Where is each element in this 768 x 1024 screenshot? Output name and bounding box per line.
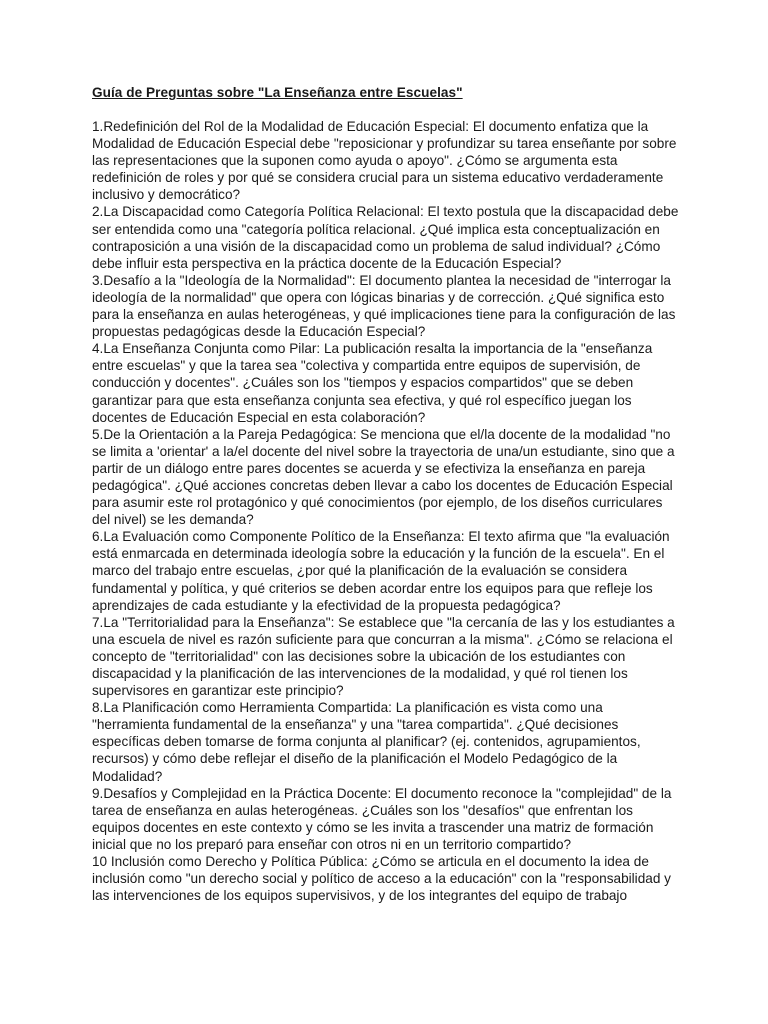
question-2: 2.La Discapacidad como Categoría Política Relacional: El texto postula que la discapacidad debe ser entendida como una "categoría política relacional. ¿Qué implica esta conceptualización en contraposición a una visión de la discapacidad como un problema de salud individual? ¿Cómo debe influir esta perspectiva en la práctica docente de la Educación Especial? xyxy=(92,204,679,271)
document-title: Guía de Preguntas sobre "La Enseñanza entre Escuelas" xyxy=(92,85,463,100)
question-10: 10 Inclusión como Derecho y Política Pública: ¿Cómo se articula en el documento la idea de inclusión como "un derecho social y político de acceso a la educación" con la "responsabilidad y las intervenciones de los equipos supervisivos, y de los integrantes del equipo de trabajo xyxy=(92,854,671,904)
question-4: 4.La Enseñanza Conjunta como Pilar: La publicación resalta la importancia de la "enseñanza entre escuelas" y que la tarea sea "colectiva y compartida entre equipos de supervisión, de conducción y docentes". ¿Cuáles son los "tiempos y espacios compartidos" que se deben garantizar para que esta enseñanza conjunta sea efectiva, y qué rol específico juegan los docentes de Educación Especial en esta colaboración? xyxy=(92,341,653,425)
question-7: 7.La "Territorialidad para la Enseñanza": Se establece que "la cercanía de las y los estudiantes a una escuela de nivel es razón suficiente para que concurran a la misma". ¿Cómo se relaciona el concepto de "territorialidad" con las decisiones sobre la ubicación de los estudiantes con discapacidad y la planificación de las intervenciones de la modalidad, y qué rol tienen los supervisores en garantizar este principio? xyxy=(92,614,675,699)
question-8: 8.La Planificación como Herramienta Compartida: La planificación es vista como una "herramienta fundamental de la enseñanza" y una "tarea compartida". ¿Qué decisiones específicas deben tomarse de forma conjunta al planificar? (ej. contenidos, agrupamientos, recursos) y cómo debe reflejar el diseño de la planificación el Modelo Pedagógico de la Modalidad? xyxy=(92,700,641,784)
question-9: 9.Desafíos y Complejidad en la Práctica Docente: El documento reconoce la "complejidad" de la tarea de enseñanza en aulas heterogéneas. ¿Cuáles son los "desafíos" que enfrentan los equipos docentes en este contexto y cómo se les invita a trascender una matriz de formación inicial que no los preparó para enseñar con otros ni en un territorio compartido? xyxy=(92,785,672,852)
question-5: 5.De la Orientación a la Pareja Pedagógica: Se menciona que el/la docente de la modalidad "no se limita a 'orientar' a la/el docente del nivel sobre la trayectoria de una/un estudiante, sino que a partir de un diálogo entre pares docentes se acuerda y se efectiviza la enseñanza en pareja pedagógica". ¿Qué acciones concretas deben llevar a cabo los docentes de Educación Especial para asumir este rol protagónico y qué conocimientos (por ejemplo, de los diseños curriculares del nivel) se les demanda? xyxy=(92,426,675,528)
question-1: 1.Redefinición del Rol de la Modalidad de Educación Especial: El documento enfatiza que la Modalidad de Educación Especial debe "reposicionar y profundizar su tarea enseñante por sobre las representaciones que la suponen como ayuda o apoyo". ¿Cómo se argumenta esta redefinición de roles y por qué se considera crucial para un sistema educativo verdaderamente inclusivo y democrático? xyxy=(92,119,677,203)
document-content xyxy=(92,84,682,904)
question-6: 6.La Evaluación como Componente Político de la Enseñanza: El texto afirma que "la evaluación está enmarcada en determinada ideología sobre la educación y la función de la escuela". En el marco del trabajo entre escuelas, ¿por qué la planificación de la evaluación se considera fundamental y política, y qué criterios se deben acordar entre los equipos para que refleje los aprendizajes de cada estudiante y la efectividad de la propuesta pedagógica? xyxy=(92,529,670,613)
question-3: 3.Desafío a la "Ideología de la Normalidad": El documento plantea la necesidad de "interrogar la ideología de la normalidad" que opera con lógicas binarias y de corrección. ¿Qué significa esto para la enseñanza en aulas heterogéneas, y qué implicaciones tiene para la configuración de las propuestas pedagógicas desde la Educación Especial? xyxy=(92,272,676,340)
